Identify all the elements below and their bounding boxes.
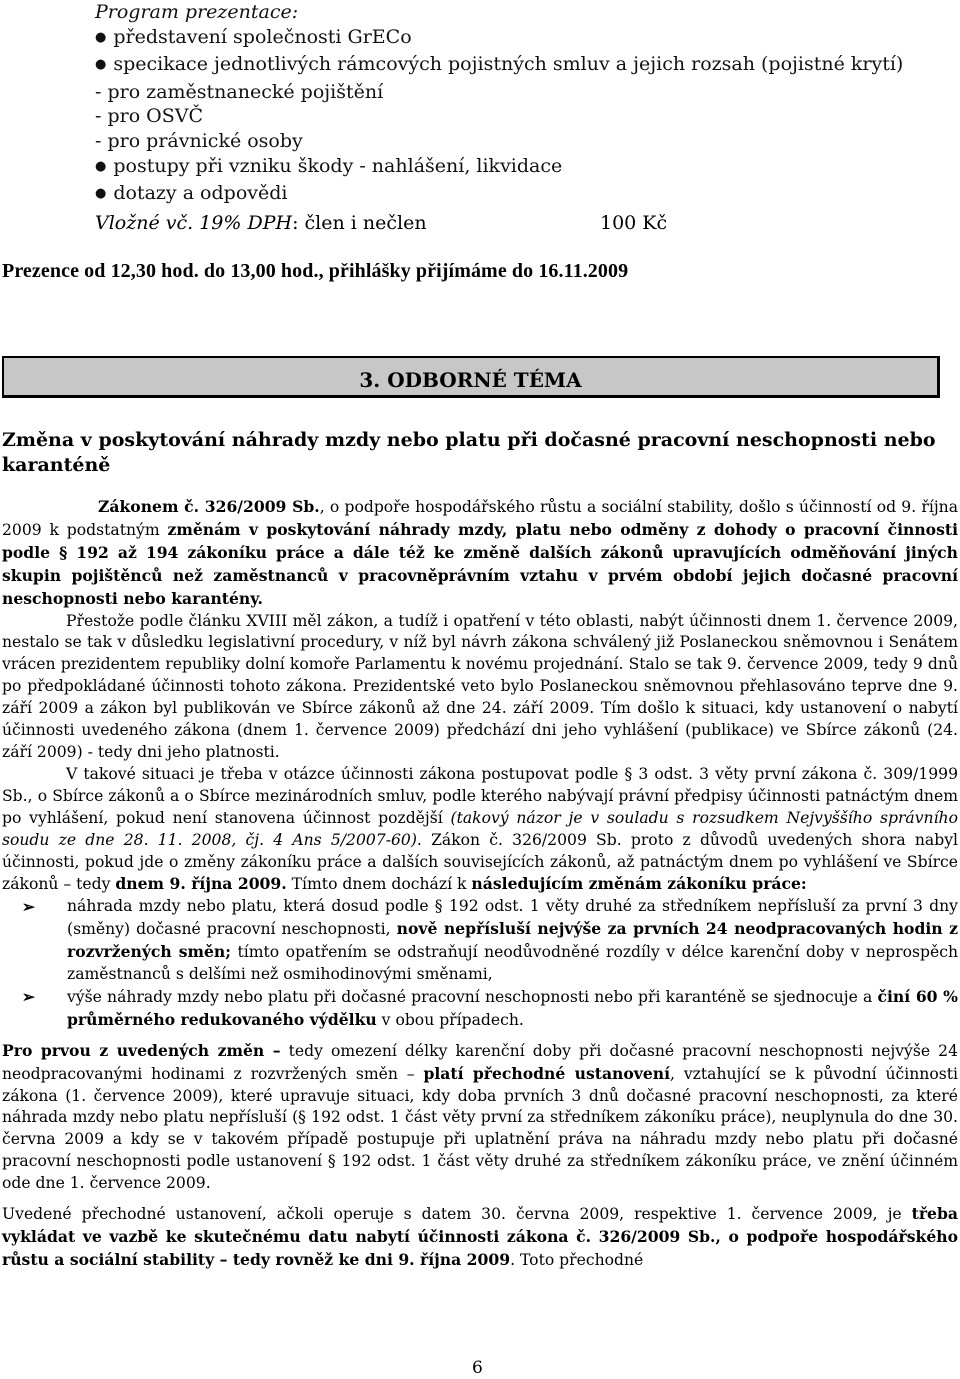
page-number: 6 (472, 1358, 483, 1378)
paragraph: Pro prvou z uvedených změn – tedy omezení délky karenční doby při dočasné pracovní neschopnosti nejvýše 24 neodpracovanými hodinami z rozvržených směn – platí přechodné ustanovení, vztahující se k původní účinnosti zákona (1. července 2009), které upravuje situaci, kdy doba prvních 3 dnů dočasné pracovní neschopnosti, za které náhrada mzdy nebo platu nepřísluší (§ 192 odst. 1 část věty první za středníkem zákoníku práce), neuplynula do dne 30. června 2009 a kdy se v takovém případě postupuje při uplatnění práva na náhradu mzdy nebo platu při dočasné pracovní neschopnosti podle ustanovení § 192 odst. 1 část věty druhé za středníkem zákoníku práce, ve znění účinném ode dne 1. července 2009. (2, 1040, 958, 1193)
section-heading-box (2, 356, 940, 398)
section-heading: 3. ODBORNÉ TÉMA (359, 368, 582, 392)
arrow-bullet-icon: ➢ (22, 986, 36, 1006)
presence-info: Prezence od 12,30 hod. do 13,00 hod., přihlášky přijímáme do 16.11.2009 (2, 260, 629, 282)
program-subitem: - pro právnické osoby (95, 129, 303, 152)
list-item: ➢ náhrada mzdy nebo platu, která dosud podle § 192 odst. 1 věty druhé za středníkem nepřísluší za první 3 dny (směny) dočasné pracovní neschopnosti, nově nepřísluší nejvýše za prvních 24 neodpracovaných hodin z rozvržených směn; tímto opatřením se odstraňují neodůvodněné rozdíly v délce karenční doby v neprospěch zaměstnanců s delšími než osmihodinovými směnami, (22, 897, 958, 984)
paragraph: Zákonem č. 326/2009 Sb., o podpoře hospodářského růstu a sociální stability, došlo s účinností od 9. října 2009 k podstatným změnám v poskytování náhrady mzdy, platu nebo odměny z dohody o pracovní činnosti podle § 192 až 194 zákoníku práce a dále též ke změně dalších zákonů upravujících odměňování jiných skupin pojištěnců než zaměstnanců v pracovněprávním vztahu v prvém období jejich dočasné pracovní neschopnosti nebo karantény. (2, 497, 959, 608)
program-item: ● postupy při vzniku škody - nahlášení, likvidace (95, 154, 903, 182)
program-item: ● dotazy a odpovědi (95, 181, 903, 209)
changes-list (2, 896, 958, 1031)
arrow-bullet-icon: ➢ (22, 897, 36, 917)
program-section (95, 0, 903, 209)
fee-label: Vložné vč. 19% DPH: člen i nečlen (95, 212, 427, 234)
body-text (2, 496, 958, 1272)
paragraph: Uvedené přechodné ustanovení, ačkoli operuje s datem 30. června 2009, respektive 1. července 2009, je třeba vykládat ve vazbě ke skutečnému datu nabytí účinnosti zákona č. 326/2009 Sb., o podpoře hospodářského růstu a sociální stability – tedy rovněž ke dni 9. října 2009. Toto přechodné (2, 1204, 958, 1269)
program-subitem: - pro OSVČ (95, 105, 204, 128)
program-title: Program prezentace: (95, 1, 299, 23)
paragraph: V takové situaci je třeba v otázce účinnosti zákona postupovat podle § 3 odst. 3 věty první zákona č. 309/1999 Sb., o Sbírce zákonů a o Sbírce mezinárodních smluv, podle kterého nabývají právní předpisy účinnosti patnáctým dnem po vyhlášení, pokud není stanovena účinnost pozdější (takový názor je v souladu s rozsudkem Nejvyššího správního soudu ze dne 28. 11. 2008, čj. 4 Ans 5/2007-60). Zákon č. 326/2009 Sb. proto z důvodů uvedených shora nabyl účinnosti, pokud jde o změny zákoníku práce a dalších souvisejících zákonů, až patnáctým dnem po vyhlášení ve Sbírce zákonů – tedy dnem 9. října 2009. Tímto dnem dochází k následujícím změnám zákoníku práce: (2, 764, 958, 894)
program-item: ● specikace jednotlivých rámcových pojistných smluv a jejich rozsah (pojistné krytí) (95, 52, 903, 80)
program-subitem: - pro zaměstnanecké pojištění (95, 80, 384, 103)
fee-amount: 100 Kč (600, 212, 668, 234)
paragraph: Přestože podle článku XVIII měl zákon, a tudíž i opatření v této oblasti, nabýt účinnosti dnem 1. července 2009, nestalo se tak v důsledku legislativní procedury, v níž byl návrh zákona schválený již Poslaneckou sněmovnou i Senátem vrácen prezidentem republiky dolní komoře Parlamentu k novému projednání. Stalo se tak 9. července 2009, tedy 9 dnů po předpokládané účinnosti tohoto zákona. Prezidentské veto bylo Poslaneckou sněmovnou přehlasováno teprve dne 9. září 2009 a zákon byl publikován ve Sbírce zákonů až dne 24. září 2009. Tím došlo k situaci, kdy ustanovení o nabytí účinnosti uvedeného zákona (dnem 1. července 2009) předchází dni jeho vyhlášení (publikace) ve Sbírce zákonů (24. září 2009) - tedy dni jeho platnosti. (2, 611, 958, 761)
program-item: ● představení společnosti GrECo (95, 25, 903, 53)
topic-title: Změna v poskytování náhrady mzdy nebo platu při dočasné pracovní neschopnosti nebo karanténě (2, 429, 936, 476)
list-item: ➢ výše náhrady mzdy nebo platu při dočasné pracovní neschopnosti nebo při karanténě se sjednocuje a činí 60 % průměrného redukovaného výdělku v obou případech. (22, 986, 958, 1029)
